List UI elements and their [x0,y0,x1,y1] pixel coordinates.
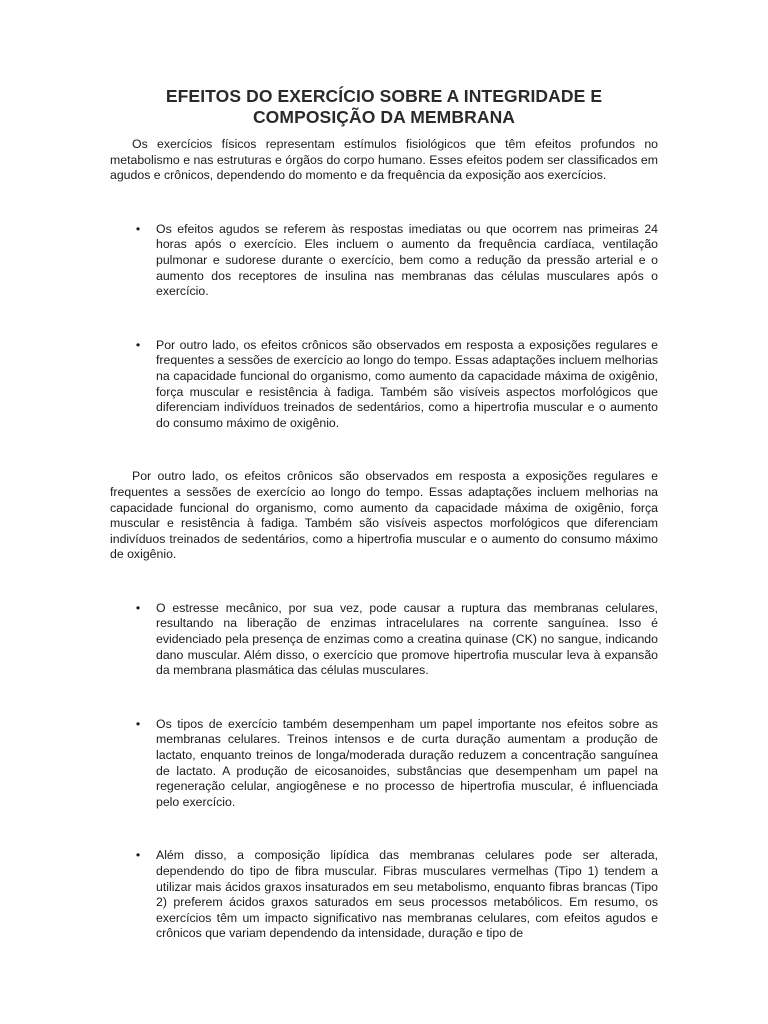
list-item [110,338,658,432]
bullet-icon: • [135,337,141,352]
list-item [110,848,658,942]
list-item [110,717,658,811]
spacer [110,563,658,601]
list-item-text: Por outro lado, os efeitos crônicos são observados em resposta a exposições regulares e frequentes a sessões de exercício ao longo do tempo. Essas adaptações incluem melhorias na capacidade funcional do organismo, como aumento da capacidade máxima de oxigênio, força muscular e resistência à fadiga. Também são visíveis aspectos morfológicos que diferenciam indivíduos treinados de sedentários, como a hipertrofia muscular e o aumento do consumo máximo de oxigênio. [156,337,658,430]
list-item-text: Os efeitos agudos se referem às respostas imediatas ou que ocorrem nas primeiras 24 horas após o exercício. Eles incluem o aumento da frequência cardíaca, ventilação pulmonar e sudorese durante o exercício, bem como a redução da pressão arterial e o aumento dos receptores de insulina nas membranas das células musculares após o exercício. [156,221,658,299]
spacer [110,184,658,222]
spacer [110,810,658,848]
document-page [110,86,658,942]
title-line-2: COMPOSIÇÃO DA MEMBRANA [252,107,516,127]
list-item-text: Os tipos de exercício também desempenham um papel importante nos efeitos sobre as membranas celulares. Treinos intensos e de curta duração aumentam a produção de lactato, enquanto treinos de longa/moderada duração reduzem a concentração sanguínea de lactato. A produção de eicosanoides, substâncias que desempenham um papel na regeneração celular, angiogênese e no processo de hipertrofia muscular, é influenciada pelo exercício. [156,716,658,809]
list-item [110,601,658,679]
title-line-1: EFEITOS DO EXERCÍCIO SOBRE A INTEGRIDADE E [165,86,603,106]
document-title [110,86,658,128]
list-item [110,222,658,300]
list-item-text: Além disso, a composição lipídica das membranas celulares pode ser alterada, dependendo do tipo de fibra muscular. Fibras musculares vermelhas (Tipo 1) tendem a utilizar mais ácidos graxos insaturados em seu metabolismo, enquanto fibras brancas (Tipo 2) preferem ácidos graxos saturados em seus processos metabólicos. Em resumo, os exercícios têm um impacto significativo nas membranas celulares, com efeitos agudos e crônicos que variam dependendo da intensidade, duração e tipo de [156,848,658,941]
middle-paragraph: Por outro lado, os efeitos crônicos são observados em resposta a exposições regulares e frequentes a sessões de exercício ao longo do tempo. Essas adaptações incluem melhorias na capacidade funcional do organismo, como aumento da capacidade máxima de oxigênio, força muscular e resistência à fadiga. Também são visíveis aspectos morfológicos que diferenciam indivíduos treinados de sedentários, como a hipertrofia muscular e o aumento do consumo máximo de oxigênio. [110,469,658,562]
bullet-icon: • [135,221,141,236]
bullet-icon: • [135,716,141,731]
spacer [110,679,658,717]
spacer [110,431,658,469]
bullet-icon: • [135,848,141,863]
spacer [110,300,658,338]
intro-paragraph: Os exercícios físicos representam estímulos fisiológicos que têm efeitos profundos no metabolismo e nas estruturas e órgãos do corpo humano. Esses efeitos podem ser classificados em agudos e crônicos, dependendo do momento e da frequência da exposição aos exercícios. [110,137,658,183]
bullet-icon: • [135,600,141,615]
list-item-text: O estresse mecânico, por sua vez, pode causar a ruptura das membranas celulares, resultando na liberação de enzimas intracelulares na corrente sanguínea. Isso é evidenciado pela presença de enzimas como a creatina quinase (CK) no sangue, indicando dano muscular. Além disso, o exercício que promove hipertrofia muscular leva à expansão da membrana plasmática das células musculares. [156,600,658,678]
